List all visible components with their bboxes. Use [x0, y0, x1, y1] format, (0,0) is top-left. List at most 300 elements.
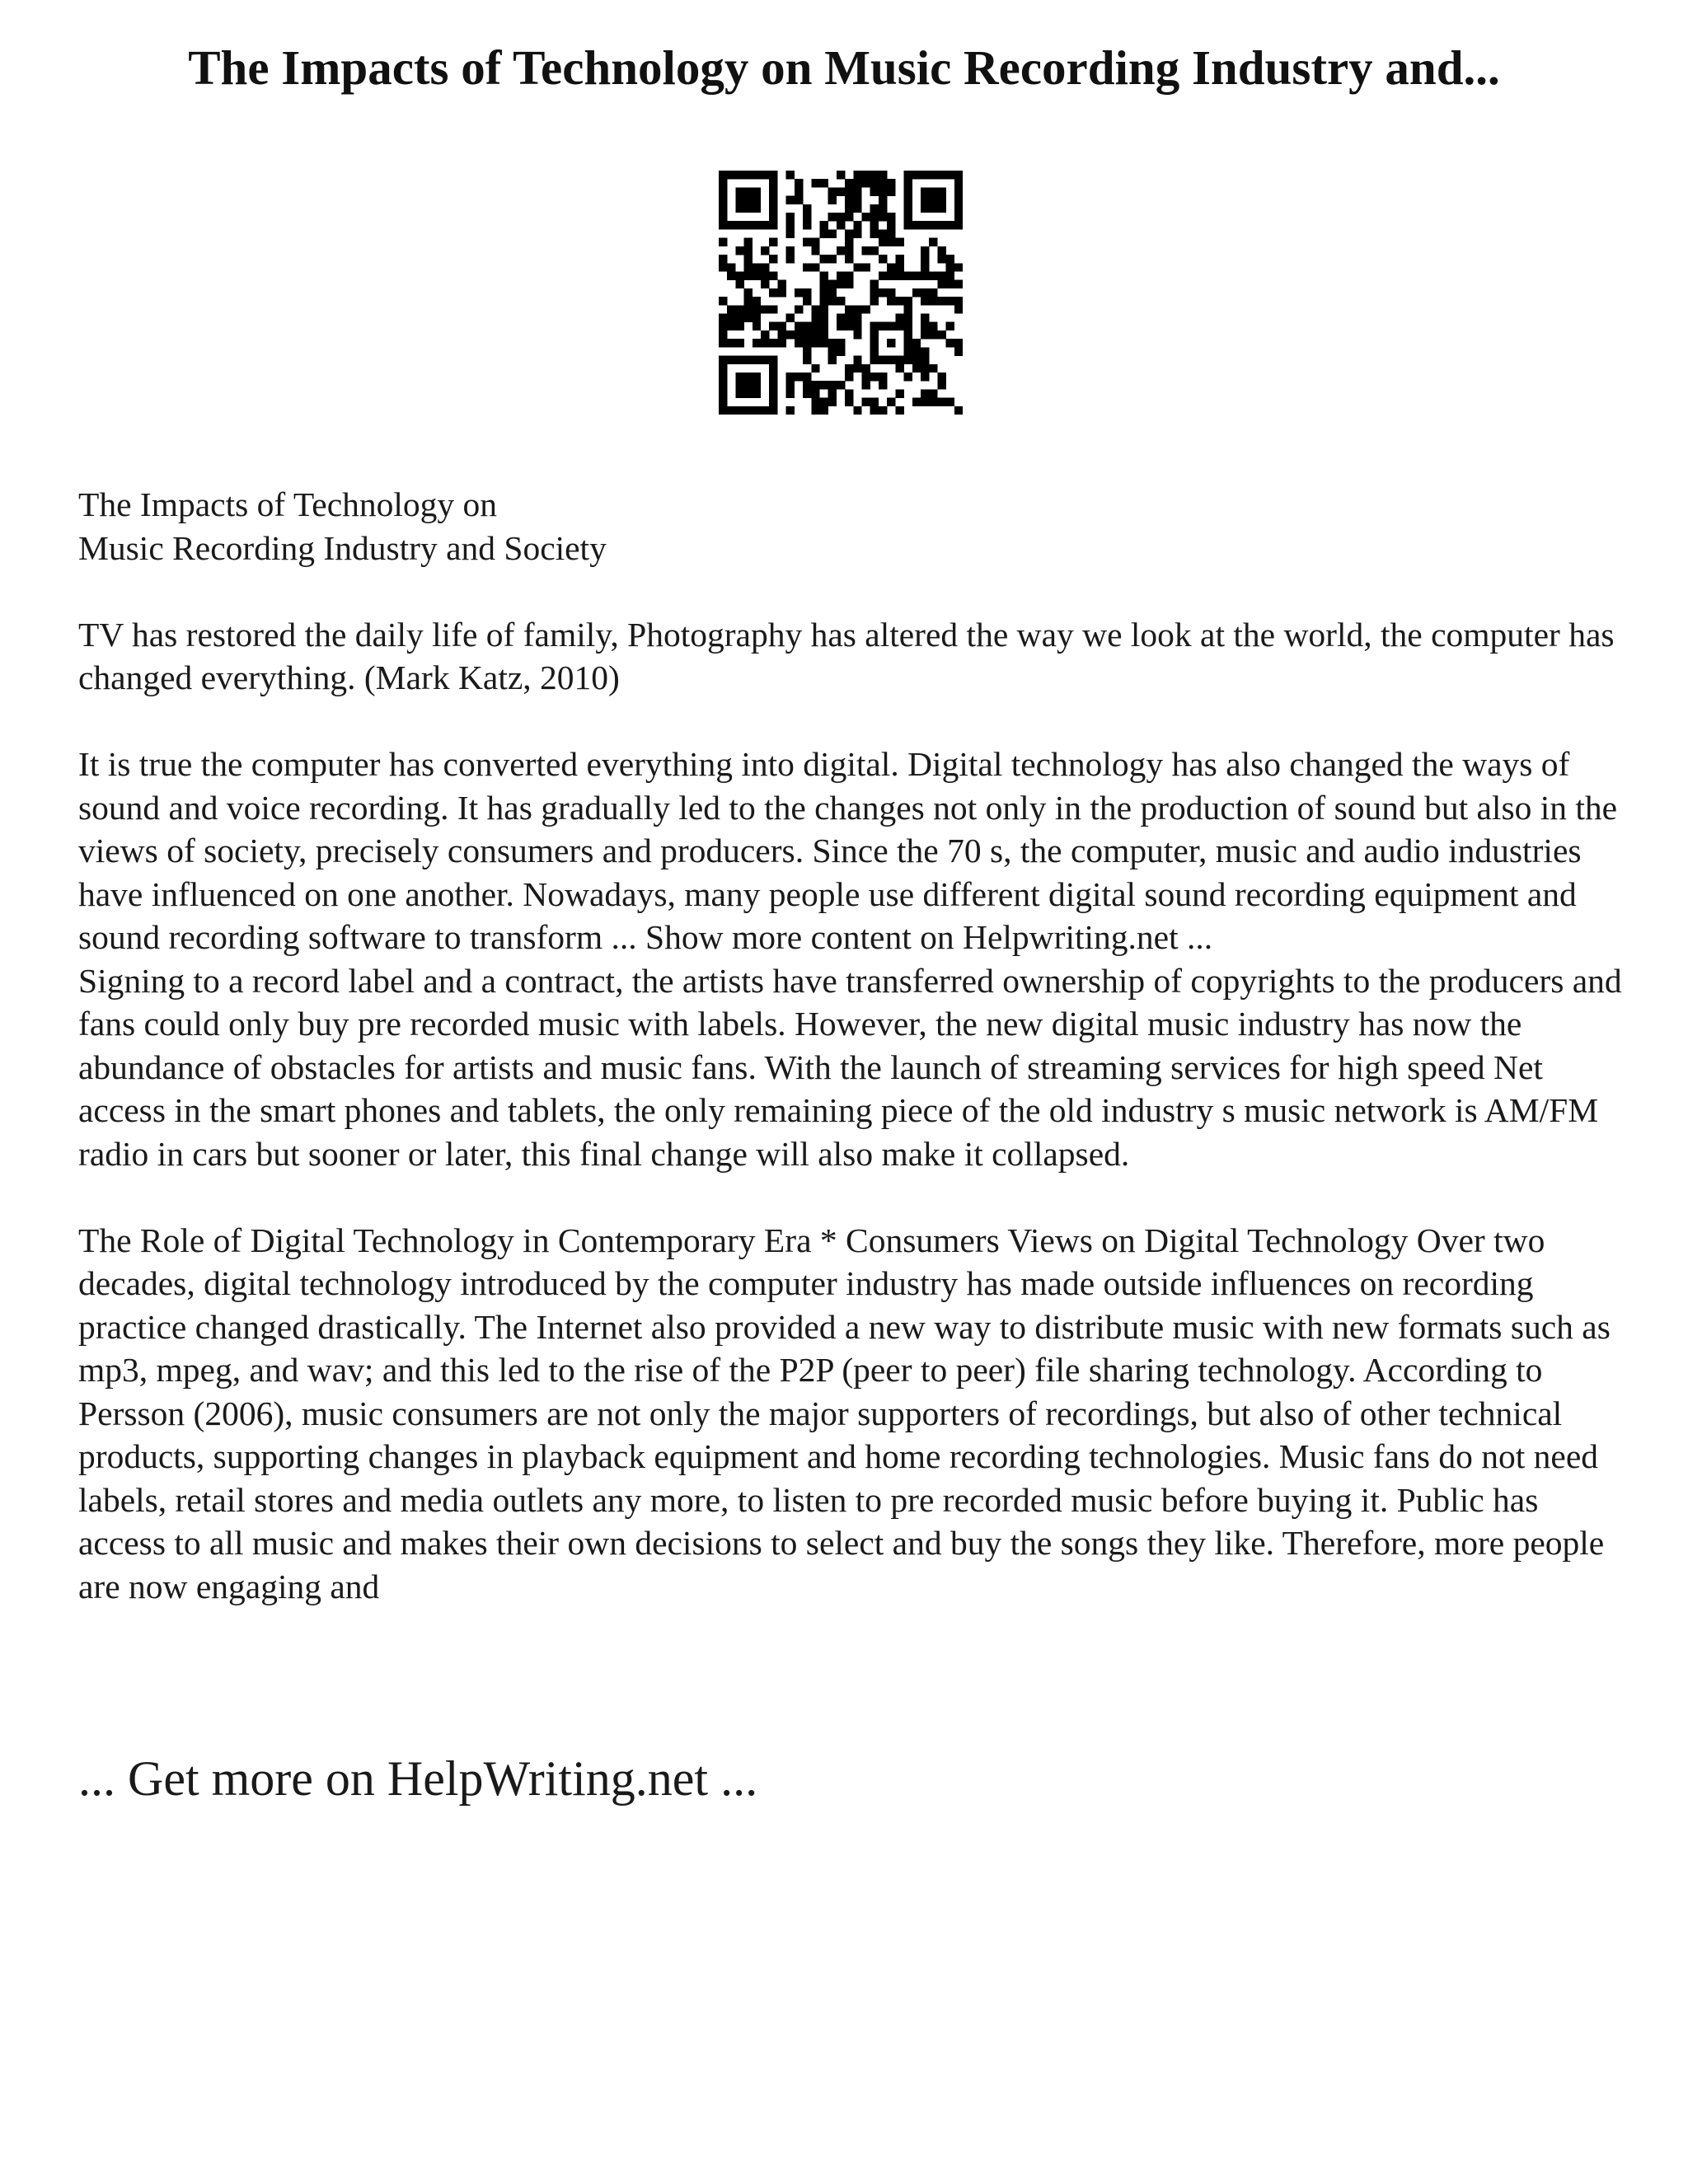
- qr-module: [795, 373, 803, 381]
- qr-module: [795, 196, 803, 204]
- qr-module: [937, 246, 945, 255]
- qr-module: [769, 406, 777, 415]
- qr-module: [786, 229, 795, 237]
- qr-module: [954, 187, 963, 195]
- qr-module: [735, 204, 743, 213]
- qr-module: [761, 356, 769, 364]
- qr-module: [937, 271, 945, 279]
- qr-module: [845, 398, 853, 406]
- qr-module: [735, 381, 743, 389]
- qr-module: [719, 263, 727, 271]
- qr-module: [870, 297, 879, 305]
- qr-module: [803, 356, 811, 364]
- qr-module: [719, 179, 727, 187]
- qr-module: [845, 238, 853, 246]
- qr-module: [904, 347, 912, 355]
- qr-module: [870, 246, 879, 255]
- qr-module: [845, 179, 853, 187]
- qr-module: [744, 187, 753, 195]
- qr-module: [937, 373, 945, 381]
- qr-module: [853, 179, 861, 187]
- qr-module: [887, 288, 895, 297]
- qr-module: [727, 305, 735, 313]
- qr-module: [853, 305, 861, 313]
- qr-module: [929, 204, 937, 213]
- qr-module: [870, 288, 879, 297]
- qr-module: [777, 280, 785, 288]
- qr-module: [761, 271, 769, 279]
- qr-module: [803, 389, 811, 397]
- qr-module: [744, 196, 753, 204]
- qr-module: [803, 322, 811, 330]
- qr-module: [719, 339, 727, 347]
- qr-module: [744, 389, 753, 397]
- qr-module: [895, 238, 903, 246]
- qr-module: [803, 288, 811, 297]
- qr-module: [870, 356, 879, 364]
- qr-module: [895, 389, 903, 397]
- qr-module: [870, 347, 879, 355]
- qr-module: [954, 171, 963, 179]
- qr-module: [853, 196, 861, 204]
- qr-module: [719, 381, 727, 389]
- qr-module: [719, 297, 727, 305]
- qr-module: [887, 187, 895, 195]
- qr-module: [887, 179, 895, 187]
- qr-module: [912, 221, 921, 229]
- qr-module: [727, 314, 735, 322]
- qr-module: [929, 330, 937, 339]
- qr-module: [895, 297, 903, 305]
- qr-module: [811, 398, 819, 406]
- qr-module: [921, 314, 929, 322]
- qr-module: [937, 398, 945, 406]
- qr-module: [937, 204, 945, 213]
- qr-module: [904, 314, 912, 322]
- qr-module: [837, 271, 845, 279]
- qr-module: [819, 288, 828, 297]
- qr-module: [845, 196, 853, 204]
- qr-module: [937, 280, 945, 288]
- qr-module: [946, 297, 954, 305]
- qr-module: [811, 381, 819, 389]
- qr-module: [811, 330, 819, 339]
- qr-module: [904, 373, 912, 381]
- qr-module: [727, 271, 735, 279]
- qr-module: [744, 204, 753, 213]
- qr-module: [828, 356, 837, 364]
- qr-module: [853, 263, 861, 271]
- qr-module: [828, 398, 837, 406]
- qr-module: [803, 339, 811, 347]
- qr-module: [811, 389, 819, 397]
- qr-module: [929, 221, 937, 229]
- qr-module: [803, 238, 811, 246]
- qr-module: [719, 406, 727, 415]
- qr-module: [837, 246, 845, 255]
- qr-module: [853, 229, 861, 237]
- qr-module: [819, 322, 828, 330]
- qr-module: [904, 213, 912, 221]
- qr-module: [735, 339, 743, 347]
- qr-module: [887, 356, 895, 364]
- qr-module: [929, 271, 937, 279]
- qr-module: [845, 373, 853, 381]
- qr-module: [819, 297, 828, 305]
- qr-module: [845, 187, 853, 195]
- qr-module: [862, 179, 870, 187]
- qr-module: [879, 196, 887, 204]
- qr-module: [921, 221, 929, 229]
- qr-module: [879, 356, 887, 364]
- qr-module: [761, 171, 769, 179]
- qr-module: [912, 339, 921, 347]
- qr-module: [879, 322, 887, 330]
- qr-module: [937, 196, 945, 204]
- qr-module: [753, 314, 761, 322]
- qr-module: [828, 196, 837, 204]
- qr-module: [887, 229, 895, 237]
- qr-module: [727, 322, 735, 330]
- qr-module: [837, 297, 845, 305]
- qr-module: [870, 179, 879, 187]
- qr-module: [912, 356, 921, 364]
- qr-module: [862, 213, 870, 221]
- qr-module: [753, 263, 761, 271]
- qr-module: [769, 213, 777, 221]
- qr-module: [879, 406, 887, 415]
- qr-module: [727, 221, 735, 229]
- qr-module: [803, 221, 811, 229]
- qr-module: [837, 213, 845, 221]
- qr-module: [753, 339, 761, 347]
- qr-module: [862, 305, 870, 313]
- qr-module: [845, 255, 853, 263]
- qr-module: [795, 322, 803, 330]
- qr-module: [895, 406, 903, 415]
- qr-module: [719, 204, 727, 213]
- qr-module: [921, 389, 929, 397]
- qr-module: [912, 271, 921, 279]
- qr-module: [786, 381, 795, 389]
- qr-module: [837, 171, 845, 179]
- document-body: [78, 483, 1628, 1608]
- qr-module: [946, 339, 954, 347]
- qr-module: [769, 179, 777, 187]
- qr-module: [753, 271, 761, 279]
- qr-module: [744, 406, 753, 415]
- qr-module: [845, 229, 853, 237]
- qr-module: [828, 288, 837, 297]
- qr-module: [744, 373, 753, 381]
- paragraph-intro: It is true the computer has converted everything into digital. Digital technology has also changed the ways of sound and voice recording. It has gradually led to the changes not only in the production of sound but also in the views of society, precisely consumers and producers. Since the 70 s, the computer, music and audio industries have influenced on one another. Nowadays, many people use different digital sound recording equipment and sound recording software to transform ... Show more content on Helpwriting.net ...: [78, 745, 1618, 956]
- qr-module: [879, 179, 887, 187]
- qr-module: [819, 330, 828, 339]
- qr-module: [837, 322, 845, 330]
- qr-module: [904, 221, 912, 229]
- qr-module: [954, 221, 963, 229]
- qr-module: [769, 288, 777, 297]
- qr-module: [769, 238, 777, 246]
- qr-module: [803, 204, 811, 213]
- qr-module: [862, 263, 870, 271]
- get-more-link[interactable]: ... Get more on HelpWriting.net ...: [78, 1751, 758, 1806]
- qr-module: [845, 213, 853, 221]
- qr-module: [870, 171, 879, 179]
- qr-module: [946, 322, 954, 330]
- qr-module: [921, 297, 929, 305]
- qr-module: [819, 229, 828, 237]
- qr-module: [735, 305, 743, 313]
- qr-module: [904, 297, 912, 305]
- qr-module: [921, 263, 929, 271]
- qr-module: [904, 339, 912, 347]
- qr-module: [921, 364, 929, 373]
- qr-module: [803, 347, 811, 355]
- qr-module: [929, 389, 937, 397]
- qr-module: [819, 280, 828, 288]
- qr-module: [828, 213, 837, 221]
- qr-module: [912, 171, 921, 179]
- qr-module: [786, 221, 795, 229]
- qr-module: [744, 246, 753, 255]
- qr-module: [954, 305, 963, 313]
- qr-module: [895, 255, 903, 263]
- qr-module: [937, 381, 945, 389]
- qr-module: [735, 171, 743, 179]
- qr-module: [895, 263, 903, 271]
- qr-module: [744, 381, 753, 389]
- qr-module: [744, 171, 753, 179]
- qr-module: [845, 204, 853, 213]
- qr-module: [803, 381, 811, 389]
- qr-module: [828, 280, 837, 288]
- qr-module: [853, 330, 861, 339]
- qr-module: [937, 171, 945, 179]
- qr-module: [904, 271, 912, 279]
- qr-module: [904, 330, 912, 339]
- qr-module: [828, 187, 837, 195]
- qr-module: [719, 187, 727, 195]
- qr-module: [879, 187, 887, 195]
- qr-module: [811, 339, 819, 347]
- qr-module: [929, 171, 937, 179]
- heading-line-1: The Impacts of Technology on: [78, 485, 498, 523]
- qr-module: [929, 238, 937, 246]
- qr-module: [887, 213, 895, 221]
- qr-module: [837, 347, 845, 355]
- qr-module: [735, 406, 743, 415]
- qr-module: [753, 322, 761, 330]
- qr-module: [735, 322, 743, 330]
- qr-module: [753, 171, 761, 179]
- qr-module: [879, 238, 887, 246]
- qr-module: [954, 196, 963, 204]
- qr-module: [795, 187, 803, 195]
- qr-module: [803, 263, 811, 271]
- qr-module: [853, 406, 861, 415]
- qr-module: [803, 213, 811, 221]
- qr-module: [946, 171, 954, 179]
- qr-module: [870, 280, 879, 288]
- qr-module: [735, 314, 743, 322]
- qr-module: [870, 322, 879, 330]
- qr-module: [719, 238, 727, 246]
- qr-module: [828, 229, 837, 237]
- qr-module: [870, 339, 879, 347]
- qr-module: [727, 356, 735, 364]
- qr-module: [769, 221, 777, 229]
- qr-module: [727, 406, 735, 415]
- qr-module: [828, 347, 837, 355]
- qr-module: [954, 204, 963, 213]
- qr-module: [946, 221, 954, 229]
- qr-module: [853, 356, 861, 364]
- qr-module: [811, 322, 819, 330]
- qr-module: [954, 280, 963, 288]
- qr-module: [819, 305, 828, 313]
- qr-module: [879, 204, 887, 213]
- paragraph-digital-role: The Role of Digital Technology in Contemporary Era * Consumers Views on Digital Technology Over two decades, digital technology introduced by the computer industry has made outside influences on recording practice changed drastically. The Internet also provided a new way to distribute music with new formats such as mp3, mpeg, and wav; and this led to the rise of the P2P (peer to peer) file sharing technology. According to Persson (2006), music consumers are not only the major supporters of recordings, but also of other technical products, supporting changes in playback equipment and home recording technologies. Music fans do not need labels, retail stores and media outlets any more, to listen to pre recorded music before buying it. Public has access to all music and makes their own decisions to select and buy the songs they like. Therefore, more people are now engaging and: [78, 1221, 1611, 1605]
- qr-module: [786, 171, 795, 179]
- qr-module: [719, 389, 727, 397]
- qr-module: [769, 204, 777, 213]
- qr-module: [895, 271, 903, 279]
- qr-module: [870, 406, 879, 415]
- qr-module: [929, 187, 937, 195]
- qr-module: [819, 339, 828, 347]
- qr-module: [795, 288, 803, 297]
- qr-module: [719, 213, 727, 221]
- qr-module: [735, 246, 743, 255]
- qr-module: [795, 305, 803, 313]
- qr-module: [954, 179, 963, 187]
- qr-module: [954, 297, 963, 305]
- qr-module: [862, 171, 870, 179]
- qr-module: [879, 288, 887, 297]
- qr-module: [744, 238, 753, 246]
- qr-module: [921, 255, 929, 263]
- qr-module: [887, 322, 895, 330]
- qr-module: [862, 373, 870, 381]
- qr-module: [719, 398, 727, 406]
- qr-module: [870, 229, 879, 237]
- qr-module: [845, 305, 853, 313]
- qr-module: [929, 297, 937, 305]
- qr-module: [921, 187, 929, 195]
- qr-module: [921, 204, 929, 213]
- page-title: The Impacts of Technology on Music Recording Industry and...: [188, 40, 1500, 95]
- qr-module: [744, 221, 753, 229]
- qr-module: [879, 381, 887, 389]
- qr-module: [819, 179, 828, 187]
- qr-module: [837, 381, 845, 389]
- qr-module: [819, 271, 828, 279]
- qr-module: [769, 364, 777, 373]
- qr-module: [853, 364, 861, 373]
- qr-module: [887, 263, 895, 271]
- qr-module: [887, 221, 895, 229]
- qr-module: [761, 246, 769, 255]
- qr-module: [719, 364, 727, 373]
- qr-module: [753, 297, 761, 305]
- qr-module: [769, 381, 777, 389]
- qr-module: [904, 356, 912, 364]
- qr-module: [769, 255, 777, 263]
- qr-module: [887, 271, 895, 279]
- qr-module: [853, 221, 861, 229]
- qr-module: [744, 314, 753, 322]
- qr-module: [954, 213, 963, 221]
- qr-module: [879, 255, 887, 263]
- qr-module: [819, 381, 828, 389]
- qr-module: [912, 347, 921, 355]
- qr-module: [946, 255, 954, 263]
- qr-module: [777, 330, 785, 339]
- qr-module: [946, 398, 954, 406]
- qr-module: [853, 187, 861, 195]
- qr-module: [719, 314, 727, 322]
- qr-module: [887, 238, 895, 246]
- qr-module: [904, 196, 912, 204]
- qr-module: [904, 204, 912, 213]
- qr-module: [862, 246, 870, 255]
- qr-module: [887, 398, 895, 406]
- heading-line-2: Music Recording Industry and Society: [78, 528, 607, 567]
- qr-module: [921, 373, 929, 381]
- qr-module: [946, 263, 954, 271]
- qr-module: [761, 330, 769, 339]
- qr-module: [719, 196, 727, 204]
- qr-module: [761, 339, 769, 347]
- qr-module: [879, 373, 887, 381]
- qr-module: [845, 364, 853, 373]
- qr-module: [912, 398, 921, 406]
- qr-module: [753, 221, 761, 229]
- qr-module: [744, 263, 753, 271]
- qr-module: [777, 288, 785, 297]
- qr-module: [786, 330, 795, 339]
- qr-module: [862, 364, 870, 373]
- qr-module: [769, 389, 777, 397]
- qr-module: [735, 187, 743, 195]
- qr-module: [795, 330, 803, 339]
- qr-module: [921, 398, 929, 406]
- qr-module: [879, 171, 887, 179]
- qr-module: [845, 246, 853, 255]
- qr-module: [912, 288, 921, 297]
- qr-module: [921, 271, 929, 279]
- qr-module: [777, 322, 785, 330]
- qr-module: [904, 179, 912, 187]
- qr-module: [819, 398, 828, 406]
- qr-module: [769, 305, 777, 313]
- qr-module: [837, 280, 845, 288]
- qr-module: [954, 347, 963, 355]
- qr-module: [921, 288, 929, 297]
- qr-module: [769, 398, 777, 406]
- qr-module: [954, 339, 963, 347]
- qr-module: [912, 364, 921, 373]
- qr-module: [837, 221, 845, 229]
- qr-module: [811, 238, 819, 246]
- qr-module: [744, 271, 753, 279]
- qr-module: [727, 171, 735, 179]
- qr-module: [819, 406, 828, 415]
- qr-module: [753, 356, 761, 364]
- paragraph-quote: TV has restored the daily life of family, Photography has altered the way we look at the world, the computer has changed everything. (Mark Katz, 2010): [78, 615, 1615, 696]
- qr-module: [921, 322, 929, 330]
